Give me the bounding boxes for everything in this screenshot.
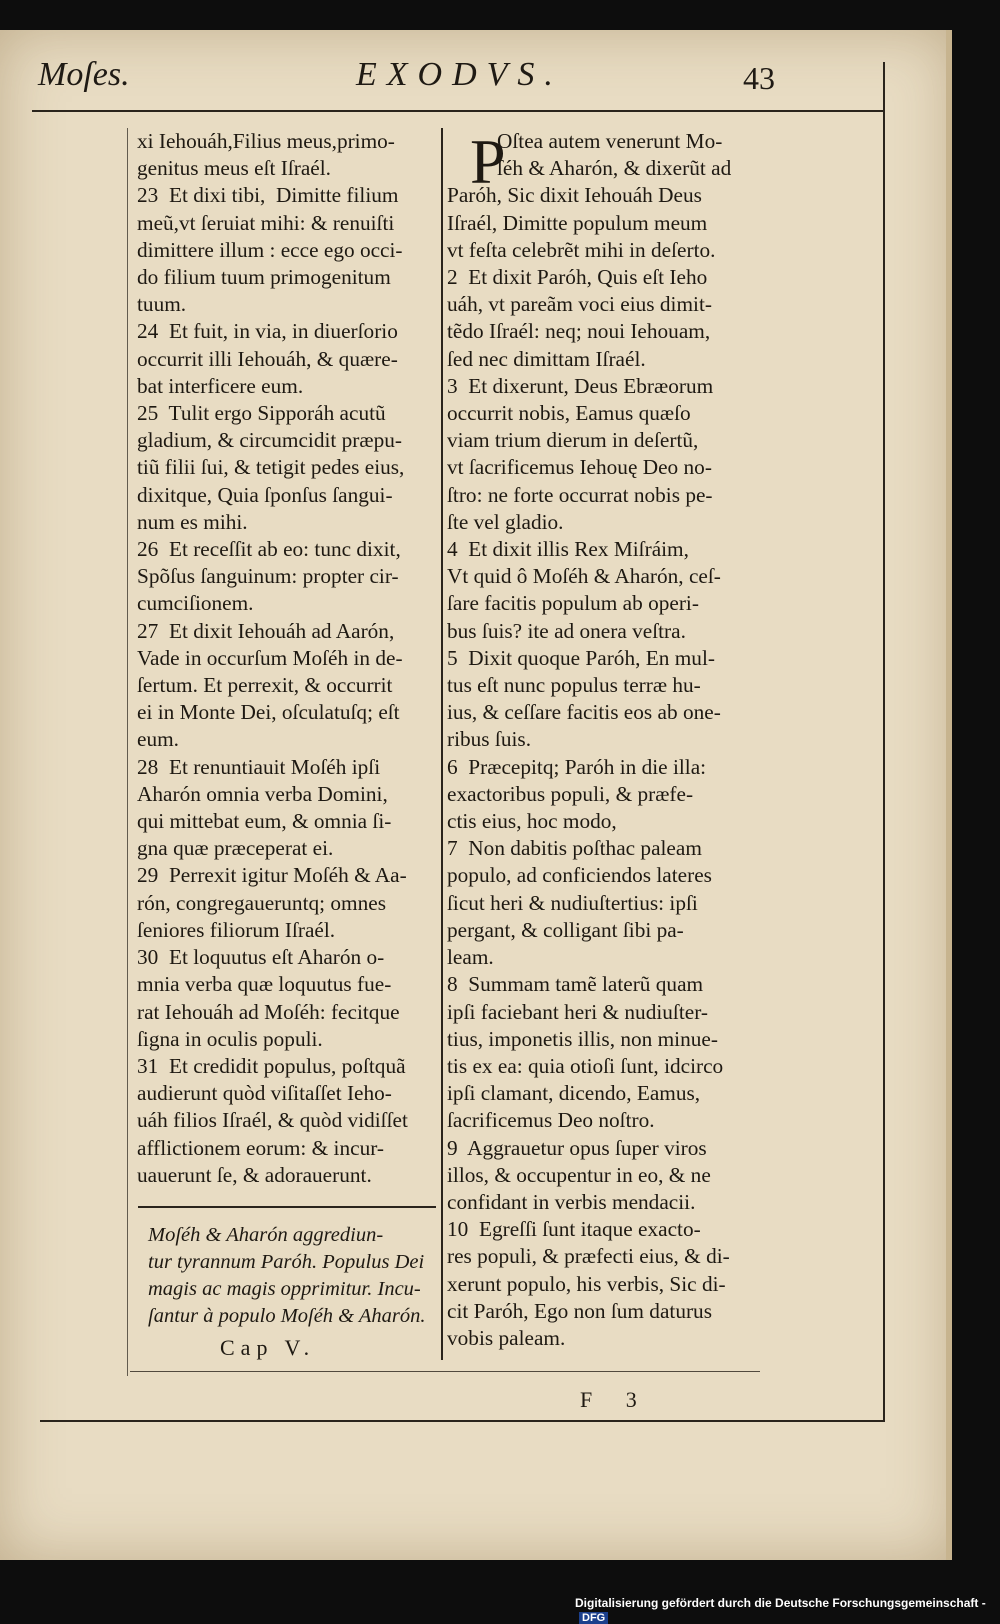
right-column-line: ctis eius, hoc modo, xyxy=(447,809,617,834)
footer-rule-inner xyxy=(130,1371,760,1372)
right-column-line: tis ex ea: quia otioſi ſunt, idcirco xyxy=(447,1053,724,1078)
left-column-line: ſertum. Et perrexit, & occurrit xyxy=(137,673,393,698)
summary-line: tur tyrannum Paróh. Populus Dei xyxy=(148,1251,425,1273)
left-column-line: genitus meus eſt Iſraél. xyxy=(137,156,331,181)
right-column-line: 2 Et dixit Paróh, Quis eſt Ieho xyxy=(447,265,708,290)
left-column-line: 28 Et renuntiauit Moſéh ipſi xyxy=(137,754,381,779)
right-column-line: vt ſacrificemus Iehouę Deo no- xyxy=(447,455,712,480)
right-column-line: 8 Summam tamẽ laterũ quam xyxy=(447,972,704,997)
right-column-line: tius, imponetis illis, non minue- xyxy=(447,1026,718,1051)
right-column-line: 7 Non dabitis poſthac paleam xyxy=(447,836,702,861)
left-column-line: ſigna in oculis populi. xyxy=(137,1026,323,1051)
right-column-line: ribus ſuis. xyxy=(447,727,532,752)
chapter-summary xyxy=(148,1222,438,1330)
right-column-line: xerunt populo, his verbis, Sic di- xyxy=(447,1271,726,1296)
left-column-line: rón, congregaueruntq; omnes xyxy=(137,890,386,915)
right-column-line: ſed nec dimittam Iſraél. xyxy=(447,346,646,371)
left-column-line: ſeniores filiorum Iſraél. xyxy=(137,917,336,942)
left-column-line: 24 Et fuit, in via, in diuerſorio xyxy=(137,319,398,344)
summary-rule xyxy=(138,1206,436,1208)
right-column-line: 5 Dixit quoque Paróh, En mul- xyxy=(447,645,715,670)
summary-line: ſantur à populo Moſéh & Aharón. xyxy=(148,1305,426,1327)
left-column-line: 27 Et dixit Iehouáh ad Aarón, xyxy=(137,618,395,643)
left-column-line: tuum. xyxy=(137,292,187,317)
right-column-line: 4 Et dixit illis Rex Miſráim, xyxy=(447,537,689,562)
right-column-line: ipſi faciebant heri & nudiuſter- xyxy=(447,999,708,1024)
right-column-line: res populi, & præfecti eius, & di- xyxy=(447,1244,730,1269)
left-column-line: 23 Et dixi tibi, Dimitte filium xyxy=(137,183,399,208)
page-edge xyxy=(946,30,952,1560)
right-column-line: ipſi clamant, dicendo, Eamus, xyxy=(447,1081,701,1106)
right-column-line: occurrit nobis, Eamus quæſo xyxy=(447,401,691,426)
left-column xyxy=(137,128,442,1189)
left-column-line: meũ,vt ſeruiat mihi: & renuiſti xyxy=(137,210,395,235)
left-column-line: gladium, & circumcidit præpu- xyxy=(137,428,402,453)
right-column-line: ius, & ceſſare facitis eos ab one- xyxy=(447,700,721,725)
digitization-footer xyxy=(575,1596,1000,1624)
left-column-line: Spõſus ſanguinum: propter cir- xyxy=(137,564,399,589)
right-column-line: 6 Præcepitq; Paróh in die illa: xyxy=(447,754,707,779)
right-column-line: tẽdo Iſraél: neq; noui Iehouam, xyxy=(447,319,711,344)
left-column-line: 26 Et receſſit ab eo: tunc dixit, xyxy=(137,537,401,562)
right-column-line: populo, ad conficiendos lateres xyxy=(447,863,712,888)
right-column-line: leam. xyxy=(447,945,494,970)
right-column-line: Iſraél, Dimitte populum meum xyxy=(447,210,708,235)
right-column-line: illos, & occupentur in eo, & ne xyxy=(447,1162,711,1187)
running-header xyxy=(38,48,778,108)
right-column-line: uáh, vt pareãm voci eius dimit- xyxy=(447,292,712,317)
left-margin-rule xyxy=(127,128,128,1376)
summary-line: magis ac magis opprimitur. Incu- xyxy=(148,1278,421,1300)
left-column-line: Vade in occurſum Moſéh in de- xyxy=(137,645,403,670)
left-column-line: Aharón omnia verba Domini, xyxy=(137,781,388,806)
left-column-line: dimittere illum : ecce ego occi- xyxy=(137,237,403,262)
drop-capital: P xyxy=(470,126,506,197)
right-column-line: 3 Et dixerunt, Deus Ebræorum xyxy=(447,373,714,398)
left-column-line: xi Iehouáh,Filius meus,primo- xyxy=(137,129,395,153)
right-column-line: pergant, & colligant ſibi pa- xyxy=(447,917,684,942)
left-column-line: 25 Tulit ergo Sipporáh acutũ xyxy=(137,401,386,426)
left-column-line: do filium tuum primogenitum xyxy=(137,265,391,290)
right-column-line: bus ſuis? ite ad onera veſtra. xyxy=(447,618,686,643)
right-column-line: ſacrificemus Deo noſtro. xyxy=(447,1108,655,1133)
left-column-line: 30 Et loquutus eſt Aharón o- xyxy=(137,945,385,970)
right-column-line: vobis paleam. xyxy=(447,1325,566,1350)
left-column-line: cumciſionem. xyxy=(137,591,254,616)
right-column-line: 10 Egreſſi ſunt itaque exacto- xyxy=(447,1217,701,1242)
right-column-line: cit Paróh, Ego non ſum daturus xyxy=(447,1298,712,1323)
footer-text: Digitalisierung gefördert durch die Deutsche Forschungsgemeinschaft - xyxy=(575,1596,986,1610)
right-column-line: vt feſta celebrẽt mihi in deſerto. xyxy=(447,237,716,262)
right-column-line: ſtro: ne forte occurrat nobis pe- xyxy=(447,482,713,507)
right-column-line: ſare facitis populum ab operi- xyxy=(447,591,699,616)
right-column-intro-line: Oſtea autem venerunt Mo- xyxy=(497,129,723,153)
right-column-line: exactoribus populi, & præfe- xyxy=(447,781,694,806)
left-column-line: tiũ filii ſui, & tetigit pedes eius, xyxy=(137,455,405,480)
left-column-line: ei in Monte Dei, oſculatuſq; eſt xyxy=(137,700,400,725)
left-column-line: audierunt quòd viſitaſſet Ieho- xyxy=(137,1081,392,1106)
left-column-line: num es mihi. xyxy=(137,509,248,534)
left-column-line: mnia verba quæ loquutus fue- xyxy=(137,972,392,997)
left-column-line: bat interficere eum. xyxy=(137,373,304,398)
left-column-line: rat Iehouáh ad Moſéh: fecitque xyxy=(137,999,400,1024)
left-column-line: eum. xyxy=(137,727,179,752)
right-column-line: tus eſt nunc populus terræ hu- xyxy=(447,673,701,698)
right-column-line: ſte vel gladio. xyxy=(447,509,564,534)
summary-line: Moſéh & Aharón aggrediun- xyxy=(148,1224,384,1246)
header-book-title: EXODVS. xyxy=(356,56,563,93)
right-column-line: confidant in verbis mendacii. xyxy=(447,1189,696,1214)
signature-mark: F 3 xyxy=(580,1387,651,1412)
left-column-line: afflictionem eorum: & incur- xyxy=(137,1135,384,1160)
header-left-title: Moſes. xyxy=(38,56,130,93)
left-column-line: uáh filios Iſraél, & quòd vidiſſet xyxy=(137,1108,408,1133)
left-column-line: 29 Perrexit igitur Moſéh & Aa- xyxy=(137,863,407,888)
footer-rule-outer xyxy=(40,1420,885,1422)
right-column-intro-line: ſéh & Aharón, & dixerũt ad xyxy=(497,156,732,181)
right-column-line: 9 Aggrauetur opus ſuper viros xyxy=(447,1135,707,1160)
left-column-line: qui mittebat eum, & omnia ſi- xyxy=(137,809,392,834)
header-rule xyxy=(32,110,885,112)
chapter-heading: Cap V. xyxy=(220,1335,316,1360)
left-column-line: 31 Et credidit populus, poſtquã xyxy=(137,1053,406,1078)
page-number: 43 xyxy=(743,60,775,96)
left-column-line: occurrit illi Iehouáh, & quære- xyxy=(137,346,398,371)
right-column-line: Paróh, Sic dixit Iehouáh Deus xyxy=(447,183,702,208)
left-column-line: gna quæ præceperat ei. xyxy=(137,836,334,861)
left-column-line: uauerunt ſe, & adorauerunt. xyxy=(137,1162,372,1187)
right-outer-rule xyxy=(883,62,885,1422)
right-column-line: Vt quid ô Moſéh & Aharón, ceſ- xyxy=(447,564,721,589)
right-column-line: ſicut heri & nudiuſtertius: ipſi xyxy=(447,890,698,915)
right-column-line: viam trium dierum in deſertũ, xyxy=(447,428,699,453)
dfg-logo: DFG xyxy=(579,1612,608,1624)
right-column xyxy=(447,128,770,1352)
left-column-line: dixitque, Quia ſponſus ſangui- xyxy=(137,482,393,507)
